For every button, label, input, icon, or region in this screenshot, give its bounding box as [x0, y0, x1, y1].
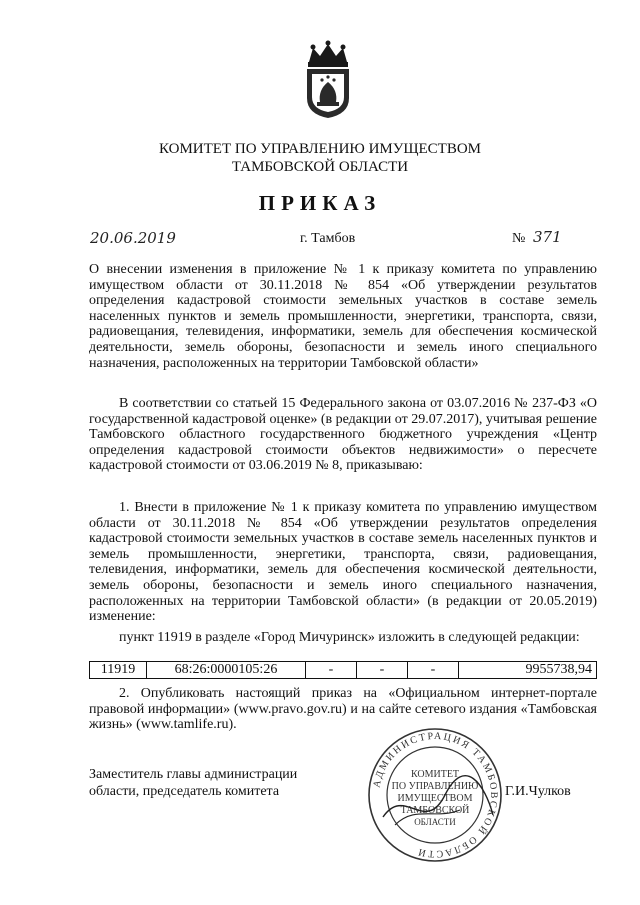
stamp-line-5: ОБЛАСТИ	[414, 817, 456, 827]
item-1-paragraph: 1. Внести в приложение № 1 к приказу комитета по управлению имуществом области от 30.11.2018 № 854 «Об утверждении результатов определения кадастровой стоимости земельных участков в составе земель населенных пунктов и земель промышленности, энергетики, транспорта, связи, радиовещания, телевидения, информатики, земель для обеспечения космической деятельности, земель обороны, безопасности и земель иного специального назначения, расположенных на территории Тамбовской области» (в редакции от 20.05.2019) изменение:	[89, 500, 597, 625]
handwritten-date: 20.06.2019	[90, 229, 176, 247]
stamp-line-2: ПО УПРАВЛЕНИЮ	[391, 781, 479, 792]
table-cell-empty-2: -	[357, 662, 408, 679]
table-row	[90, 662, 597, 679]
table-cell-cadastral-value: 9955738,94	[459, 662, 597, 679]
table-cell-item-number: 11919	[90, 662, 147, 679]
order-subject: О внесении изменения в приложение № 1 к приказу комитета по управлению имуществом области от 30.11.2018 № 854 «Об утверждении результатов определения кадастровой стоимости земельных участков в составе земель населенных пунктов и земель промышленности, энергетики, транспорта, связи, радиовещания, телевидения, информатики, земель для обеспечения космической деятельности, земель обороны, безопасности и земель иного специального назначения, расположенных на территории Тамбовской области»	[89, 262, 597, 371]
table-cell-empty-3: -	[408, 662, 459, 679]
number-prefix: №	[512, 231, 526, 246]
organization-name-line1: КОМИТЕТ ПО УПРАВЛЕНИЮ ИМУЩЕСТВОМ	[158, 141, 482, 157]
table-cell-empty-1: -	[306, 662, 357, 679]
handwritten-number: 371	[533, 228, 562, 246]
stamp-line-3: ИМУЩЕСТВОМ	[397, 793, 473, 804]
official-stamp-icon	[365, 725, 505, 865]
signatory-position-line1: Заместитель главы администрации	[89, 767, 298, 782]
stamp-outer-text: АДМИНИСТРАЦИЯ ТАМБОВСКОЙ ОБЛАСТИ	[371, 730, 500, 860]
item-1-clause: пункт 11919 в разделе «Город Мичуринск» изложить в следующей редакции:	[119, 630, 580, 645]
organization-name-line2: ТАМБОВСКОЙ ОБЛАСТИ	[231, 159, 409, 175]
stamp-line-1: КОМИТЕТ	[410, 769, 460, 780]
stamp-line-4: ТАМБОВСКОЙ	[400, 805, 470, 816]
preamble-paragraph: В соответствии со статьей 15 Федерального закона от 03.07.2016 № 237-ФЗ «О государственной кадастровой оценке» (в редакции от 29.07.2017), учитывая решение Тамбовского областного государственного бюджетного учреждения «Центр определения кадастровой стоимости объектов недвижимости» о пересчете кадастровой стоимости от 03.06.2019 № 8, приказываю:	[89, 396, 597, 474]
table-cell-cadastral-number: 68:26:0000105:26	[147, 662, 306, 679]
city-label: г. Тамбов	[300, 231, 356, 246]
coat-of-arms-icon	[301, 40, 355, 120]
amendment-table	[89, 661, 597, 679]
item-2-paragraph: 2. Опубликовать настоящий приказ на «Официальном интернет-портале правовой информации» (www.pravo.gov.ru) и на сайте сетевого издания «Тамбовская жизнь» (www.tamlife.ru).	[89, 686, 597, 733]
signatory-position-line2: области, председатель комитета	[89, 784, 280, 799]
signatory-name: Г.И.Чулков	[505, 784, 571, 799]
document-type-title: ПРИКАЗ	[258, 191, 382, 215]
